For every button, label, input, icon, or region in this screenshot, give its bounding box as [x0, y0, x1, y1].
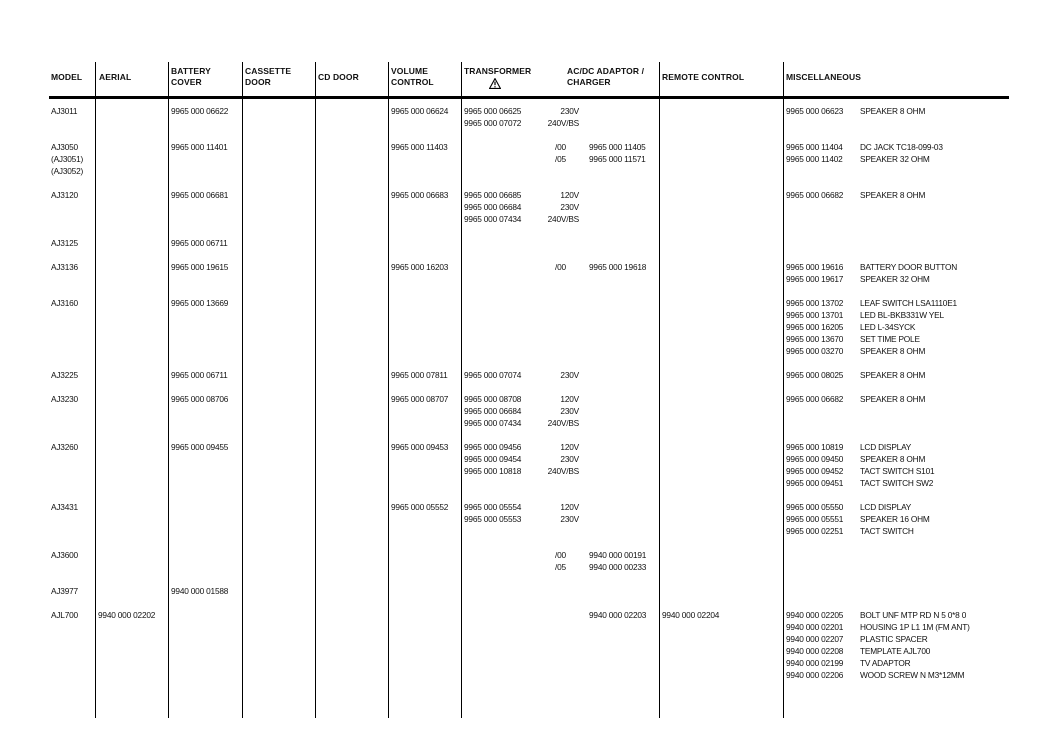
header-rule [49, 96, 1009, 99]
header-acdc-adaptor: AC/DC ADAPTOR / CHARGER [567, 66, 645, 87]
misc-codes-cell: 9965 000 08025 [786, 370, 844, 380]
header-model: MODEL [51, 72, 83, 82]
column-divider [95, 62, 96, 718]
adaptor-codes-cell: 9940 000 00191 9940 000 00233 [589, 550, 647, 572]
transformer-volts-cell: 230V [560, 370, 579, 380]
misc-codes-cell: 9965 000 06623 [786, 106, 844, 116]
volume-control-cell: 9965 000 09453 [391, 442, 449, 452]
model-cell: AJ3225 [51, 370, 78, 380]
model-cell: AJ3125 [51, 238, 78, 248]
misc-codes-cell: 9965 000 11404 9965 000 11402 [786, 142, 843, 164]
warning-triangle-icon [489, 78, 501, 89]
transformer-volts-cell: 120V 230V [560, 502, 579, 524]
misc-desc-cell: DC JACK TC18-099-03 SPEAKER 32 OHM [860, 142, 943, 164]
volume-control-cell: 9965 000 06624 [391, 106, 449, 116]
misc-desc-cell: SPEAKER 8 OHM [860, 106, 926, 116]
misc-codes-cell: 9965 000 06682 [786, 190, 844, 200]
misc-desc-cell: BOLT UNF MTP RD N 5 0*8 0 HOUSING 1P L1 1M (FM ANT) PLASTIC SPACER TEMPLATE AJL700 TV ADAPTOR WOOD SCREW N M3*12MM [860, 610, 970, 680]
transformer-codes-cell: 9965 000 08708 9965 000 06684 9965 000 07434 [464, 394, 522, 428]
column-divider [388, 62, 389, 718]
adaptor-suffix-cell: /00 [555, 262, 566, 272]
transformer-codes-cell: 9965 000 09456 9965 000 09454 9965 000 10818 [464, 442, 522, 476]
misc-desc-cell: BATTERY DOOR BUTTON SPEAKER 32 OHM [860, 262, 958, 284]
misc-desc-cell: LEAF SWITCH LSA1110E1 LED BL-BKB331W YEL LED L-34SYCK SET TIME POLE SPEAKER 8 OHM [860, 298, 957, 356]
header-aerial: AERIAL [99, 72, 132, 82]
misc-desc-cell: LCD DISPLAY SPEAKER 16 OHM TACT SWITCH [860, 502, 930, 536]
header-volume-control: VOLUME CONTROL [391, 66, 434, 87]
volume-control-cell: 9965 000 05552 [391, 502, 449, 512]
model-cell: AJ3011 [51, 106, 78, 116]
transformer-volts-cell: 120V 230V 240V/BS [547, 394, 579, 428]
battery-cover-cell: 9940 000 01588 [171, 586, 229, 596]
transformer-codes-cell: 9965 000 05554 9965 000 05553 [464, 502, 522, 524]
column-divider [168, 62, 169, 718]
aerial-cell: 9940 000 02202 [98, 610, 156, 620]
volume-control-cell: 9965 000 16203 [391, 262, 449, 272]
transformer-volts-cell: 120V 230V 240V/BS [547, 190, 579, 224]
misc-codes-cell: 9965 000 10819 9965 000 09450 9965 000 09452 9965 000 09451 [786, 442, 844, 488]
model-cell: AJ3600 [51, 550, 78, 560]
model-cell: AJ3160 [51, 298, 78, 308]
misc-codes-cell: 9940 000 02205 9940 000 02201 9940 000 02207 9940 000 02208 9940 000 02199 9940 000 02206 [786, 610, 844, 680]
header-cassette-door: CASSETTE DOOR [245, 66, 292, 87]
volume-control-cell: 9965 000 07811 [391, 370, 448, 380]
misc-codes-cell: 9965 000 06682 [786, 394, 844, 404]
battery-cover-cell: 9965 000 06711 [171, 238, 228, 248]
model-cell: AJL700 [51, 610, 78, 620]
battery-cover-cell: 9965 000 09455 [171, 442, 229, 452]
header-transformer: TRANSFORMER [464, 66, 532, 76]
remote-control-cell: 9940 000 02204 [662, 610, 720, 620]
battery-cover-cell: 9965 000 13669 [171, 298, 229, 308]
battery-cover-cell: 9965 000 11401 [171, 142, 228, 152]
header-battery-cover: BATTERY COVER [171, 66, 211, 87]
transformer-codes-cell: 9965 000 06685 9965 000 06684 9965 000 07434 [464, 190, 522, 224]
misc-codes-cell: 9965 000 19616 9965 000 19617 [786, 262, 844, 284]
misc-codes-cell: 9965 000 05550 9965 000 05551 9965 000 02251 [786, 502, 844, 536]
transformer-codes-cell: 9965 000 06625 9965 000 07072 [464, 106, 522, 128]
header-miscellaneous: MISCELLANEOUS [786, 72, 861, 82]
battery-cover-cell: 9965 000 06681 [171, 190, 229, 200]
misc-codes-cell: 9965 000 13702 9965 000 13701 9965 000 16205 9965 000 13670 9965 000 03270 [786, 298, 844, 356]
adaptor-codes-cell: 9940 000 02203 [589, 610, 647, 620]
transformer-volts-cell: 120V 230V 240V/BS [547, 442, 579, 476]
battery-cover-cell: 9965 000 08706 [171, 394, 229, 404]
adaptor-suffix-cell: /00 /05 [555, 550, 566, 572]
adaptor-codes-cell: 9965 000 11405 9965 000 11571 [589, 142, 646, 164]
adaptor-suffix-cell: /00 /05 [555, 142, 566, 164]
misc-desc-cell: LCD DISPLAY SPEAKER 8 OHM TACT SWITCH S101 TACT SWITCH SW2 [860, 442, 935, 488]
model-cell: AJ3050 (AJ3051) (AJ3052) [51, 142, 84, 176]
column-divider [242, 62, 243, 718]
column-divider [659, 62, 660, 718]
header-remote-control: REMOTE CONTROL [662, 72, 745, 82]
model-cell: AJ3431 [51, 502, 78, 512]
battery-cover-cell: 9965 000 06622 [171, 106, 229, 116]
model-cell: AJ3136 [51, 262, 78, 272]
model-cell: AJ3120 [51, 190, 78, 200]
column-divider [315, 62, 316, 718]
model-cell: AJ3230 [51, 394, 78, 404]
transformer-volts-cell: 230V 240V/BS [547, 106, 579, 128]
battery-cover-cell: 9965 000 06711 [171, 370, 228, 380]
column-divider [783, 62, 784, 718]
misc-desc-cell: SPEAKER 8 OHM [860, 190, 926, 200]
header-cd-door: CD DOOR [318, 72, 359, 82]
battery-cover-cell: 9965 000 19615 [171, 262, 229, 272]
volume-control-cell: 9965 000 08707 [391, 394, 449, 404]
column-divider [461, 62, 462, 718]
adaptor-codes-cell: 9965 000 19618 [589, 262, 647, 272]
volume-control-cell: 9965 000 11403 [391, 142, 448, 152]
misc-desc-cell: SPEAKER 8 OHM [860, 370, 926, 380]
volume-control-cell: 9965 000 06683 [391, 190, 449, 200]
transformer-codes-cell: 9965 000 07074 [464, 370, 522, 380]
model-cell: AJ3977 [51, 586, 78, 596]
model-cell: AJ3260 [51, 442, 78, 452]
misc-desc-cell: SPEAKER 8 OHM [860, 394, 926, 404]
